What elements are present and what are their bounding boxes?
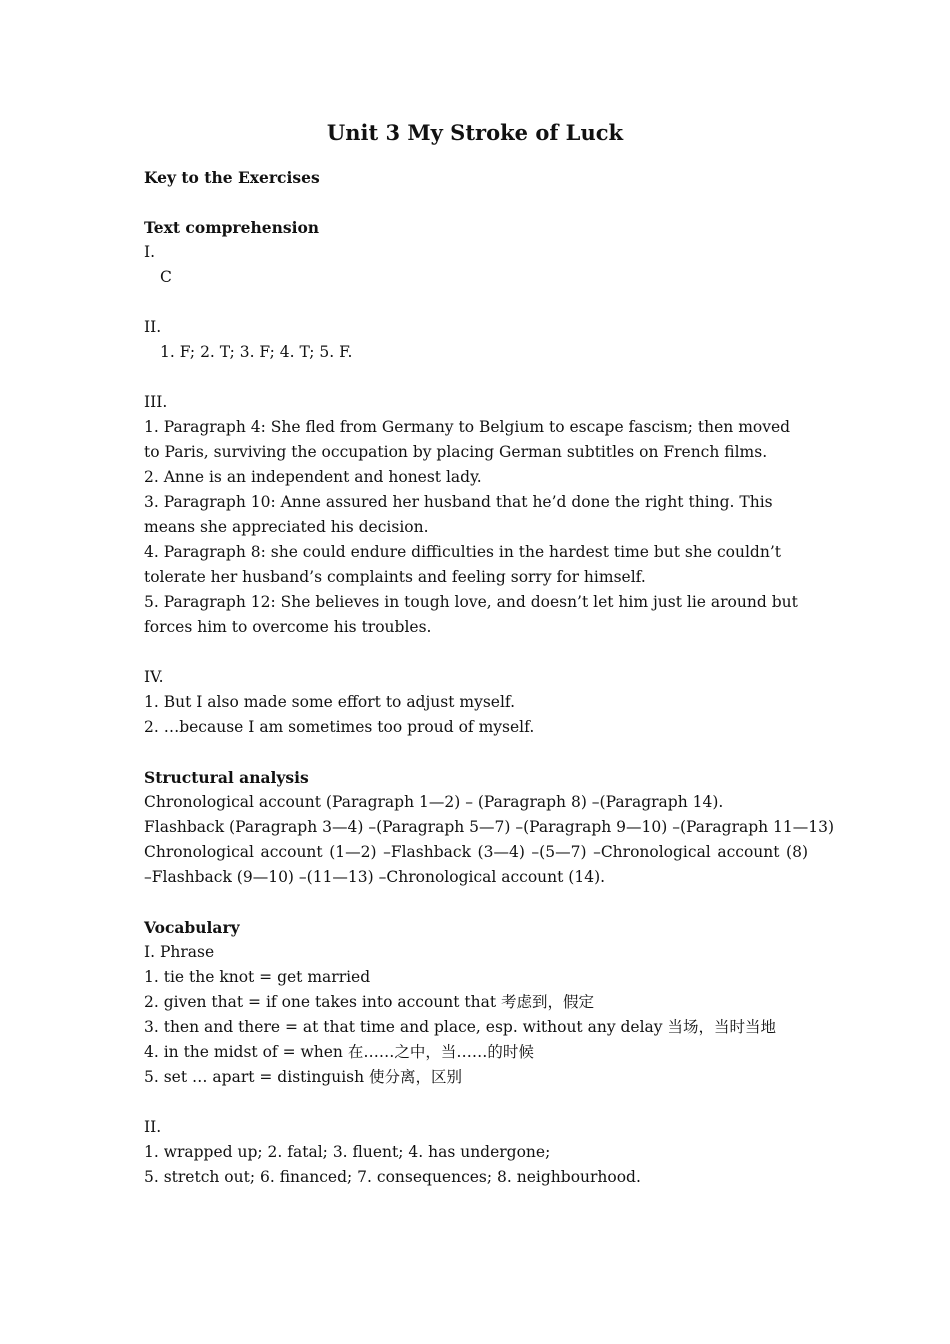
spacer bbox=[144, 190, 808, 215]
list-item: 3. Paragraph 10: Anne assured her husband that he’d done the right thing. This means she appreciated his decision. bbox=[144, 493, 773, 536]
list-item: 5. Paragraph 12: She believes in tough love, and doesn’t let him just lie around but forces him to overcome his troubles. bbox=[144, 593, 798, 636]
part-label: II. bbox=[144, 318, 162, 336]
list-item: 2. Anne is an independent and honest lady. bbox=[144, 468, 482, 486]
part-label: III. bbox=[144, 393, 168, 411]
text-line: –Flashback (9—10) –(11—13) –Chronological account (14). bbox=[144, 868, 606, 886]
list-item: 3. then and there = at that time and place, esp. without any delay 当场，当时当地 bbox=[144, 1018, 776, 1036]
section-heading: Vocabulary bbox=[144, 918, 240, 937]
document-body bbox=[144, 165, 835, 1190]
spacer bbox=[144, 1090, 808, 1115]
text-line: Flashback (Paragraph 3—4) –(Paragraph 5—7) –(Paragraph 9—10) –(Paragraph 11—13) bbox=[144, 818, 835, 836]
text-line: 5. stretch out; 6. financed; 7. consequences; 8. neighbourhood. bbox=[144, 1168, 641, 1186]
spacer bbox=[144, 640, 808, 665]
page-title: Unit 3 My Stroke of Luck bbox=[326, 120, 624, 145]
section-text-comprehension bbox=[144, 215, 808, 765]
section-vocabulary bbox=[144, 915, 808, 1190]
part-label: IV. bbox=[144, 668, 164, 686]
spacer bbox=[144, 290, 808, 315]
text-line: Chronological account (1—2) –Flashback (3—4) –(5—7) –Chronological account (8) bbox=[144, 843, 808, 861]
section-heading: Text comprehension bbox=[144, 218, 320, 237]
section-heading: Structural analysis bbox=[144, 768, 309, 787]
part-label: I. bbox=[144, 243, 156, 261]
list-item: 1. tie the knot = get married bbox=[144, 968, 371, 986]
text-line: Chronological account (Paragraph 1—2) – (Paragraph 8) –(Paragraph 14). bbox=[144, 793, 724, 811]
answer-text: 1. F; 2. T; 3. F; 4. T; 5. F. bbox=[160, 343, 353, 361]
list-item: 4. Paragraph 8: she could endure difficulties in the hardest time but she couldn’t tolerate her husband’s complaints and feeling sorry for himself. bbox=[144, 543, 781, 586]
section-structural-analysis bbox=[144, 765, 835, 915]
part-label: I. Phrase bbox=[144, 943, 215, 961]
list-item: 5. set … apart = distinguish 使分离，区别 bbox=[144, 1068, 463, 1086]
list-item: 4. in the midst of = when 在……之中，当……的时候 bbox=[144, 1043, 534, 1061]
answer-text: C bbox=[160, 268, 172, 286]
list-item: 2. …because I am sometimes too proud of myself. bbox=[144, 718, 535, 736]
list-item: 2. given that = if one takes into account that 考虑到，假定 bbox=[144, 993, 594, 1011]
spacer bbox=[144, 365, 808, 390]
list-item: 1. Paragraph 4: She fled from Germany to Belgium to escape fascism; then moved to Paris, surviving the occupation by placing German subtitles on French films. bbox=[144, 418, 791, 461]
text-line: 1. wrapped up; 2. fatal; 3. fluent; 4. has undergone; bbox=[144, 1143, 551, 1161]
spacer bbox=[144, 740, 808, 765]
key-heading: Key to the Exercises bbox=[144, 168, 320, 187]
spacer bbox=[144, 890, 808, 915]
part-label: II. bbox=[144, 1118, 162, 1136]
list-item: 1. But I also made some effort to adjust myself. bbox=[144, 693, 516, 711]
